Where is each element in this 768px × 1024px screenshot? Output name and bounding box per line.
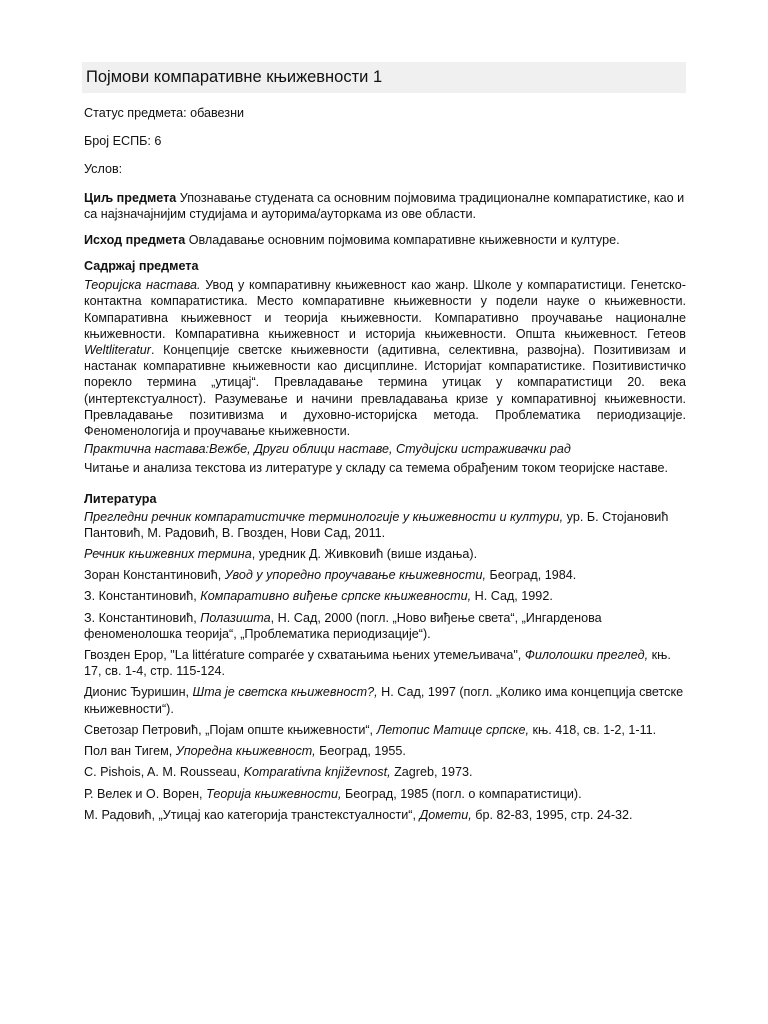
literature-work-title: Komparativna književnost, bbox=[243, 765, 391, 780]
practical-line bbox=[84, 441, 686, 457]
literature-item bbox=[84, 786, 686, 802]
course-title: Појмови компаративне књижевности 1 bbox=[82, 62, 686, 93]
literature-author: З. Константиновић, bbox=[84, 610, 201, 625]
literature-publication-info: , уредник Д. Живковић (више издања). bbox=[251, 547, 478, 562]
theory-label: Теоријска настава. bbox=[84, 278, 201, 293]
literature-item bbox=[84, 588, 686, 604]
goal-text: Упознавање студената са основним појмовима традиционалне компаратистике, као и са најзначајнијим студијама и ауторима/ауторкама из ове области. bbox=[84, 190, 685, 221]
course-description bbox=[84, 62, 686, 823]
literature-publication-info: Н. Сад, 1997 (погл. „Колико има концепција светске књижевности“). bbox=[84, 685, 684, 716]
literature-publication-info: Zagreb, 1973. bbox=[390, 765, 473, 780]
literature-publication-info: Београд, 1985 (погл. о компаратистици). bbox=[341, 786, 582, 801]
literature-publication-info: Београд, 1984. bbox=[485, 568, 577, 583]
literature-publication-info: Н. Сад, 1992. bbox=[471, 589, 553, 604]
literature-publication-info: ур. Б. Стојановић Пантовић, М. Радовић, В. Гвозден, Нови Сад, 2011. bbox=[84, 509, 669, 540]
literature-author: Зоран Константиновић, bbox=[84, 568, 225, 583]
goal-label: Циљ предмета bbox=[84, 190, 177, 205]
literature-work-title: Полазишта bbox=[200, 610, 271, 625]
literature-item bbox=[84, 546, 686, 562]
literature-item bbox=[84, 684, 686, 716]
literature-list bbox=[84, 509, 686, 823]
reading-line: Читање и анализа текстова из литературе у складу са темема обрађеним током теоријске наставе. bbox=[84, 461, 669, 476]
literature-work-title: Шта је светска књижевност?, bbox=[192, 685, 378, 700]
literature-work-title: Прегледни речник компаратистичке терминологије у књижевности и култури, bbox=[84, 509, 564, 524]
literature-author: Гвозден Ерор, "La littérature comparée у схватањима њених утемељивача", bbox=[84, 648, 525, 663]
literature-author: Пол ван Тигем, bbox=[84, 744, 176, 759]
outcome-label: Исход предмета bbox=[84, 233, 186, 248]
literature-work-title: Упоредна књижевност, bbox=[175, 744, 316, 759]
literature-author: М. Радовић, „Утицај као категорија транстекстуалности“, bbox=[84, 807, 420, 822]
outcome-text: Овладавање основним појмовима компаративне књижевности и културе. bbox=[185, 233, 620, 248]
literature-work-title: Домети, bbox=[419, 807, 472, 822]
literature-item bbox=[84, 509, 686, 541]
literature-item bbox=[84, 647, 686, 679]
literature-author: C. Pishois, A. M. Rousseau, bbox=[84, 765, 244, 780]
literature-item bbox=[84, 567, 686, 583]
theory-text-1: Увод у компаративну књижевност као жанр. Школе у компаратистици. Генетско-контактна компаратистика. Место компаративне књижевности у подели науке о књижевности. Компаративна књижевност и теорија књижевности. Компаративно проучавање националне књижевности. Компаративна књижевност и историја књижевности. Општа књижевност. Гетеов bbox=[84, 278, 686, 341]
course-outcome bbox=[84, 232, 686, 248]
literature-item bbox=[84, 807, 686, 823]
literature-publication-info: књ. 418, св. 1-2, 1-11. bbox=[528, 722, 657, 737]
literature-publication-info: књ. 17, св. 1-4, стр. 115-124. bbox=[84, 648, 671, 679]
theory-paragraph bbox=[84, 277, 686, 439]
literature-work-title: Увод у упоредно проучавање књижевности, bbox=[224, 568, 486, 583]
course-condition: Услов: bbox=[84, 162, 123, 177]
literature-work-title: Компаративно виђење српске књижевности, bbox=[200, 589, 472, 604]
literature-author: Дионис Ђуришин, bbox=[84, 685, 193, 700]
theory-text-2: . Концепције светске књижевности (адитивна, селективна, развојна). Позитивизам и настанак компаративне књижевности као дисциплине. Историјат компаратистике. Позитивистичко порекло термина „утицај“. Превладавање термина утицак у компаратистици 20. века (интертекстуалност). Разумевање и начини превладавања кризе у компаративној књижевности. Превладавање позитивизма и духовно-историјска метода. Проблематика периодизације. Феноменологија и проучавање књижевности. bbox=[84, 343, 686, 439]
literature-publication-info: , Н. Сад, 2000 (погл. „Ново виђење света“, „Ингарденова феноменолошка теорија“, „Проблематика периодизације“). bbox=[84, 610, 602, 641]
literature-author: З. Константиновић, bbox=[84, 589, 201, 604]
literature-item bbox=[84, 764, 686, 780]
content-heading: Садржај предмета bbox=[84, 259, 199, 274]
literature-work-title: Теорија књижевности, bbox=[206, 786, 342, 801]
literature-item bbox=[84, 722, 686, 738]
literature-work-title: Филолошки преглед, bbox=[524, 648, 649, 663]
literature-heading: Литература bbox=[84, 491, 157, 506]
literature-item bbox=[84, 610, 686, 642]
literature-author: Р. Велек и О. Ворен, bbox=[84, 786, 207, 801]
course-status: Статус предмета: обавезни bbox=[84, 106, 245, 120]
literature-work-title: Речник књижевних термина bbox=[84, 547, 252, 562]
literature-work-title: Летопис Матице српске, bbox=[376, 722, 529, 737]
literature-publication-info: Београд, 1955. bbox=[315, 744, 406, 759]
course-goal bbox=[84, 190, 686, 222]
literature-author: Светозар Петровић, „Појам опште књижевности“, bbox=[84, 722, 377, 737]
theory-italic: Weltliteratur bbox=[84, 343, 151, 358]
course-espb: Број ЕСПБ: 6 bbox=[84, 134, 162, 149]
literature-item bbox=[84, 743, 686, 759]
practical-text: Практична настава:Вежбе, Други облици наставе, Студијски истраживачки рад bbox=[84, 442, 571, 457]
literature-publication-info: бр. 82-83, 1995, стр. 24-32. bbox=[471, 807, 633, 822]
